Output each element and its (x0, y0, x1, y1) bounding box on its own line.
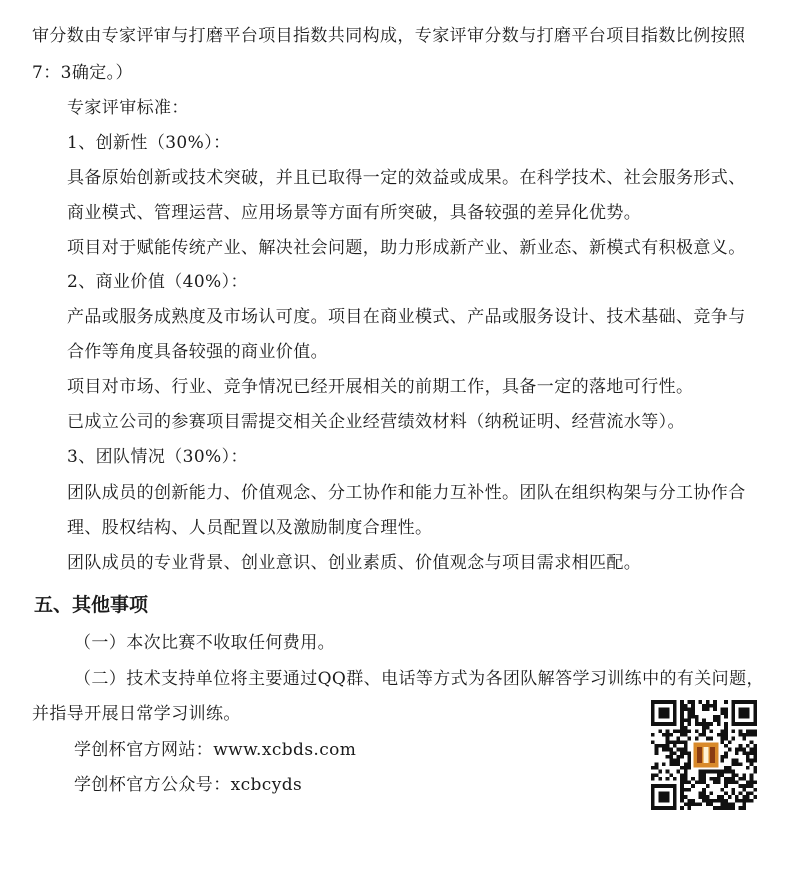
paragraph-line: 项目对市场、行业、竞争情况已经开展相关的前期工作，具备一定的落地可行性。 (67, 377, 694, 397)
official-website-line: 学创杯官方网站：www.xcbds.com (74, 740, 357, 760)
paragraph-line: （一）本次比赛不收取任何费用。 (74, 633, 335, 653)
paragraph-line: 团队成员的创新能力、价值观念、分工协作和能力互补性。团队在组织构架与分工协作合 (67, 483, 746, 503)
section-heading: 五、其他事项 (34, 594, 149, 616)
paragraph-line: 审分数由专家评审与打磨平台项目指数共同构成，专家评审分数与打磨平台项目指数比例按照 (32, 26, 746, 46)
criterion-heading-commercial: 2、商业价值（40%）： (67, 272, 248, 292)
paragraph-line: 已成立公司的参赛项目需提交相关企业经营绩效材料（纳税证明、经营流水等）。 (67, 412, 685, 432)
paragraph-line: 7：3确定。） (32, 63, 133, 83)
criterion-heading-innovation: 1、创新性（30%）： (67, 133, 231, 153)
paragraph-line: （二）技术支持单位将主要通过QQ群、电话等方式为各团队解答学习训练中的有关问题， (74, 669, 764, 689)
official-account-line: 学创杯官方公众号：xcbcyds (74, 775, 303, 795)
qr-code-icon (651, 700, 757, 810)
paragraph-line: 理、股权结构、人员配置以及激励制度合理性。 (67, 518, 433, 538)
paragraph-line: 商业模式、管理运营、应用场景等方面有所突破，具备较强的差异化优势。 (67, 203, 642, 223)
paragraph-line: 项目对于赋能传统产业、解决社会问题，助力形成新产业、新业态、新模式有积极意义。 (67, 238, 746, 258)
paragraph-line: 团队成员的专业背景、创业意识、创业素质、价值观念与项目需求相匹配。 (67, 553, 642, 573)
paragraph-line: 具备原始创新或技术突破，并且已取得一定的效益或成果。在科学技术、社会服务形式、 (67, 168, 746, 188)
qr-logo-badge (691, 740, 720, 769)
paragraph-line: 并指导开展日常学习训练。 (32, 704, 241, 724)
paragraph-line: 合作等角度具备较强的商业价值。 (67, 342, 328, 362)
criteria-title: 专家评审标准： (67, 98, 189, 118)
paragraph-line: 产品或服务成熟度及市场认可度。项目在商业模式、产品或服务设计、技术基础、竞争与 (67, 307, 746, 327)
criterion-heading-team: 3、团队情况（30%）： (67, 447, 248, 467)
